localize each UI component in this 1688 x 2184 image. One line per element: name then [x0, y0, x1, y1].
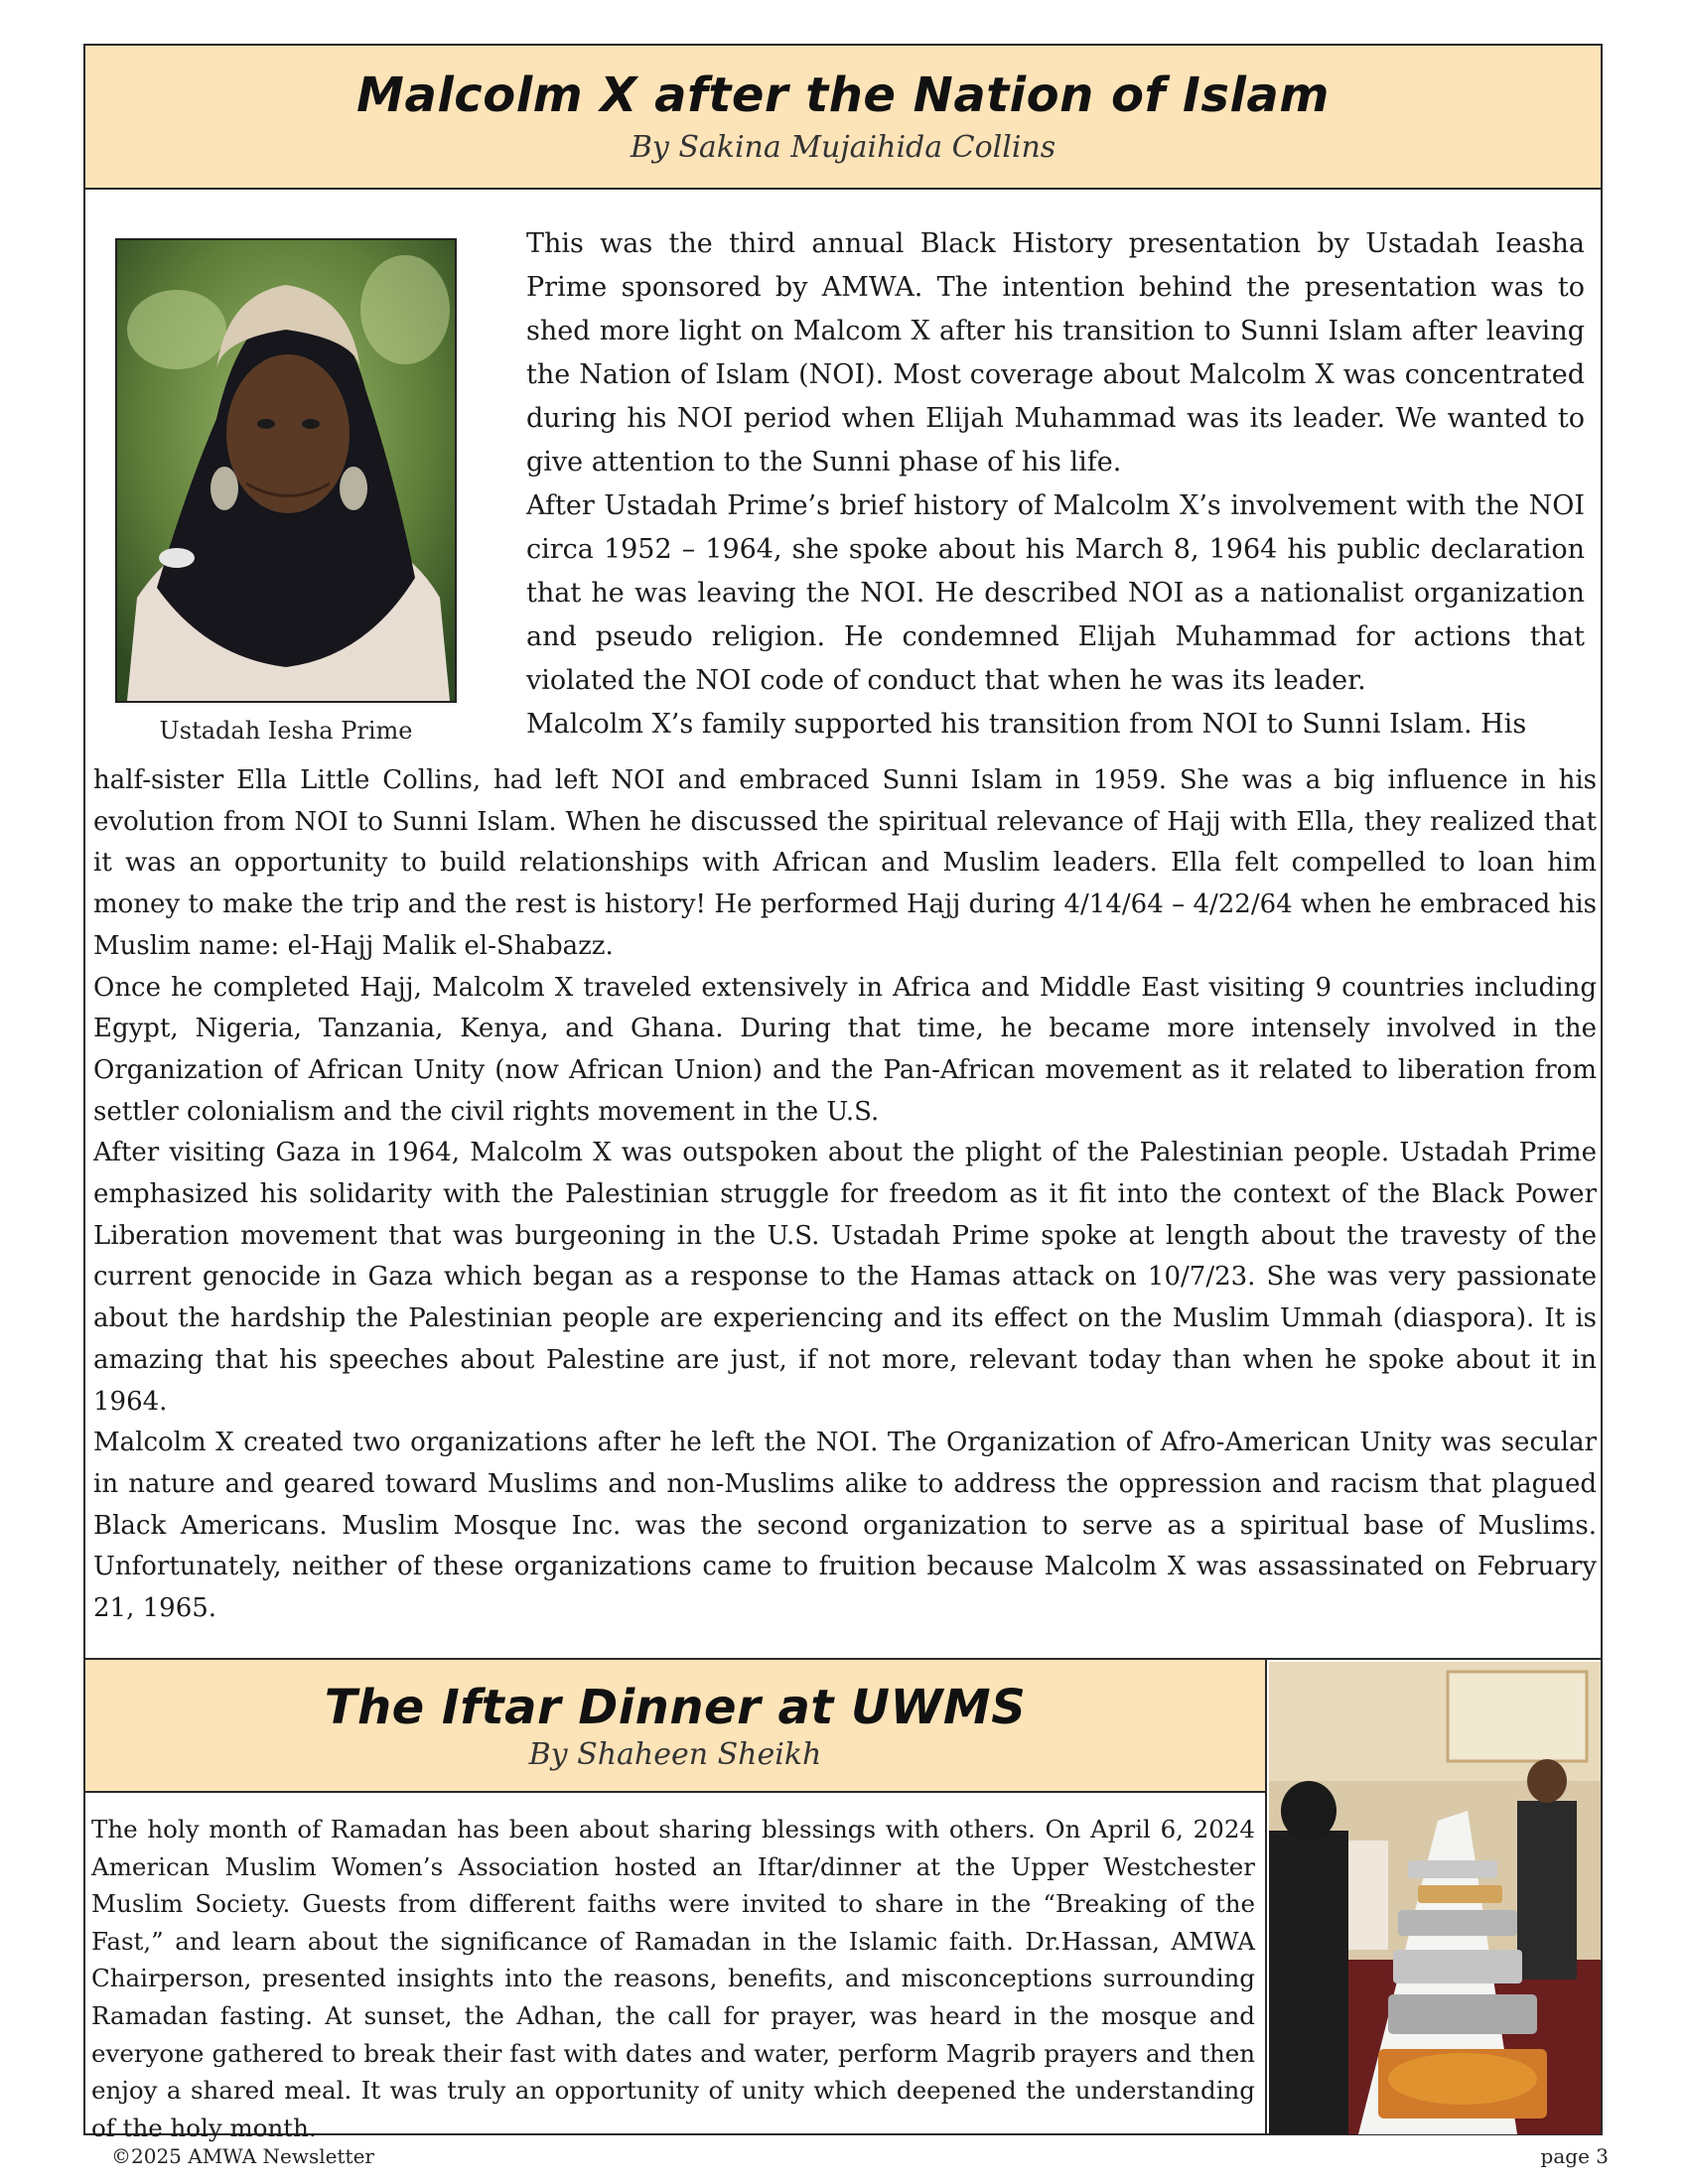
iftar-title: The Iftar Dinner at UWMS [324, 1680, 1027, 1735]
iftar-byline: By Shaheen Sheikh [528, 1737, 822, 1772]
buffet-photo [1269, 1662, 1601, 2134]
body-paragraph: half-sister Ella Little Collins, had left NOI and embraced Sunni Islam in 1959. She was a big influence in his evolution from NOI to Sunni Islam. When he discussed the spiritual relevance of Hajj with Ella, they realized that it was an opportunity to build relationships with African and Muslim leaders. Ella felt compelled to loan him money to make the trip and the rest is history! He performed Hajj during 4/14/64 – 4/22/64 when he embraced his Muslim name: el-Hajj Malik el-Shabazz. [93, 765, 1597, 961]
iftar-header [85, 1660, 1265, 1793]
portrait-image [117, 240, 455, 701]
portrait-photo [115, 238, 457, 703]
intro-paragraph: Malcolm X’s family supported his transition from NOI to Sunni Islam. His [526, 709, 1527, 740]
page-frame [83, 44, 1603, 2142]
iftar-section [85, 1658, 1601, 2142]
iftar-paragraph: The holy month of Ramadan has been about sharing blessings with others. On April 6, 2024 American Muslim Women’s Association hosted an Iftar/dinner at the Upper Westchester Muslim Society. Guests from different faiths were invited to share in the “Breaking of the Fast,” and learn about the significance of Ramadan in the Islamic faith. Dr.Hassan, AMWA Chairperson, presented insights into the reasons, benefits, and misconceptions surrounding Ramadan fasting. At sunset, the Adhan, the call for prayer, was heard in the mosque and everyone gathered to break their fast with dates and water, perform Magrib prayers and then enjoy a shared meal. It was truly an opportunity of unity which deepened the understanding of the holy month. [91, 1815, 1255, 2142]
article-byline: By Sakina Mujaihida Collins [630, 130, 1056, 165]
intro-column [526, 222, 1585, 747]
footer-copyright: ©2025 AMWA Newsletter [111, 2144, 374, 2168]
buffet-image [1269, 1662, 1601, 2134]
iftar-body [91, 1811, 1255, 2146]
article-body [93, 760, 1597, 1630]
body-paragraph: Malcolm X created two organizations after he left the NOI. The Organization of Afro-American Unity was secular in nature and geared toward Muslims and non-Muslims alike to address the oppression and racism that plagued Black Americans. Muslim Mosque Inc. was the second organization to serve as a spiritual base of Muslims. Unfortunately, neither of these organizations came to fruition because Malcolm X was assassinated on February 21, 1965. [93, 1428, 1597, 1624]
article-header [85, 46, 1601, 190]
article-title: Malcolm X after the Nation of Islam [356, 68, 1330, 123]
intro-paragraph: This was the third annual Black History presentation by Ustadah Ieasha Prime sponsored by AMWA. The intention behind the presentation was to shed more light on Malcom X after his transition to Sunni Islam after leaving the Nation of Islam (NOI). Most coverage about Malcolm X was concentrated during his NOI period when Elijah Muhammad was its leader. We wanted to give attention to the Sunni phase of his life. [526, 228, 1585, 478]
photo-caption: Ustadah Iesha Prime [159, 717, 413, 745]
intro-paragraph: After Ustadah Prime’s brief history of Malcolm X’s involvement with the NOI circa 1952 – 1964, she spoke about his March 8, 1964 his public declaration that he was leaving the NOI. He described NOI as a nationalist organization and pseudo religion. He condemned Elijah Muhammad for actions that violated the NOI code of conduct that when he was its leader. [526, 490, 1585, 696]
body-paragraph: After visiting Gaza in 1964, Malcolm X was outspoken about the plight of the Palestinian people. Ustadah Prime emphasized his solidarity with the Palestinian struggle for freedom as it fit into the context of the Black Power Liberation movement that was burgeoning in the U.S. Ustadah Prime spoke at length about the travesty of the current genocide in Gaza which began as a response to the Hamas attack on 10/7/23. She was very passionate about the hardship the Palestinian people are experiencing and its effect on the Muslim Ummah (diaspora). It is amazing that his speeches about Palestine are just, if not more, relevant today than when he spoke about it in 1964. [93, 1138, 1597, 1417]
footer-page-number: page 3 [1540, 2144, 1609, 2168]
body-paragraph: Once he completed Hajj, Malcolm X traveled extensively in Africa and Middle East visiting 9 countries including Egypt, Nigeria, Tanzania, Kenya, and Ghana. During that time, he became more intensely involved in the Organization of African Unity (now African Union) and the Pan-African movement as it related to liberation from settler colonialism and the civil rights movement in the U.S. [93, 972, 1597, 1127]
column-divider [1265, 1660, 1267, 2135]
